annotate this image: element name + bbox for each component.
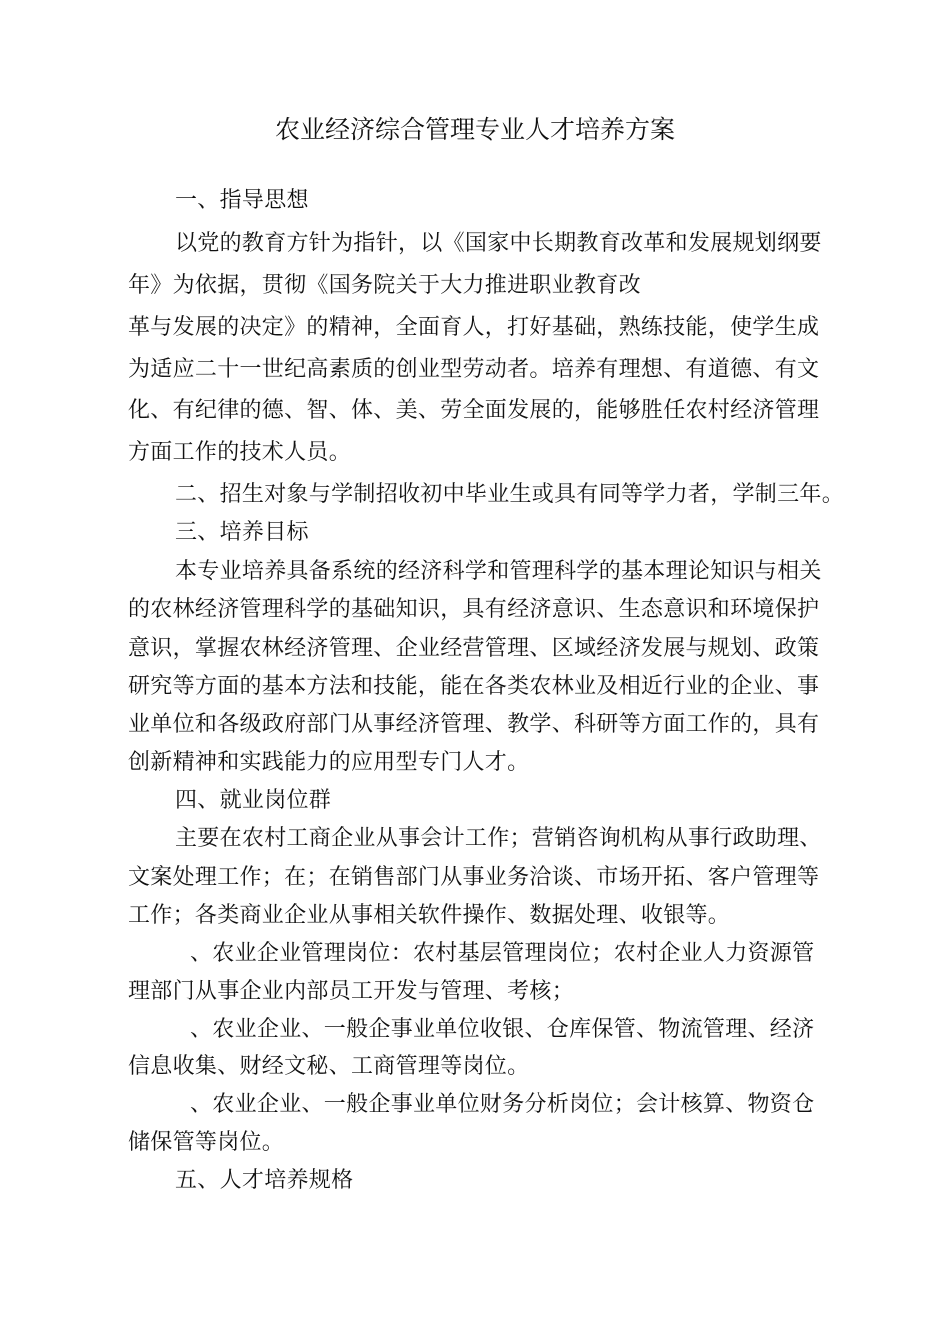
section-heading-guiding-ideology: 一、指导思想 <box>175 188 309 213</box>
paragraph-line: 化、有纪律的德、智、体、美、劳全面发展的，能够胜任农村经济管理 <box>128 398 820 423</box>
paragraph-line: 工作；各类商业企业从事相关软件操作、数据处理、收银等。 <box>128 903 731 928</box>
document-title: 农业经济综合管理专业人才培养方案 <box>274 115 675 144</box>
paragraph-line: 年》为依据，贯彻《国务院关于大力推进职业教育改 <box>128 273 641 298</box>
paragraph-line: 主要在农村工商企业从事会计工作；营销咨询机构从事行政助理、 <box>175 826 822 851</box>
paragraph-line: 文案处理工作；在；在销售部门从事业务洽谈、市场开拓、客户管理等 <box>128 865 820 890</box>
section-heading-enrollment: 二、招生对象与学制招收初中毕业生或具有同等学力者，学制三年。 <box>175 482 845 507</box>
paragraph-line: 、农业企业管理岗位：农村基层管理岗位；农村企业人力资源管 <box>190 941 815 966</box>
paragraph-line: 、农业企业、一般企事业单位收银、仓库保管、物流管理、经济 <box>190 1017 815 1042</box>
paragraph-line: 业单位和各级政府部门从事经济管理、教学、科研等方面工作的，具有 <box>128 712 820 737</box>
paragraph-line: 理部门从事企业内部员工开发与管理、考核； <box>128 979 575 1004</box>
section-heading-talent-specs: 五、人才培养规格 <box>175 1168 354 1193</box>
paragraph-line: 创新精神和实践能力的应用型专门人才。 <box>128 750 530 775</box>
paragraph-line: 、农业企业、一般企事业单位财务分析岗位；会计核算、物资仓 <box>190 1092 815 1117</box>
paragraph-line: 革与发展的决定》的精神，全面育人，打好基础，熟练技能，使学生成 <box>128 315 820 340</box>
paragraph-line: 方面工作的技术人员。 <box>128 440 352 465</box>
paragraph-line: 的农林经济管理科学的基础知识，具有经济意识、生态意识和环境保护 <box>128 597 820 622</box>
paragraph-line: 以党的教育方针为指针，以《国家中长期教育改革和发展规划纲要 <box>175 231 822 256</box>
section-heading-job-positions: 四、就业岗位群 <box>175 788 332 813</box>
paragraph-line: 研究等方面的基本方法和技能，能在各类农林业及相近行业的企业、事 <box>128 674 820 699</box>
paragraph-line: 意识，掌握农林经济管理、企业经营管理、区域经济发展与规划、政策 <box>128 636 820 661</box>
section-heading-training-goals: 三、培养目标 <box>175 520 309 545</box>
paragraph-line: 为适应二十一世纪高素质的创业型劳动者。培养有理想、有道德、有文 <box>128 357 820 382</box>
paragraph-line: 信息收集、财经文秘、工商管理等岗位。 <box>128 1054 530 1079</box>
paragraph-line: 储保管等岗位。 <box>128 1130 285 1155</box>
paragraph-line: 本专业培养具备系统的经济科学和管理科学的基本理论知识与相关 <box>175 559 822 584</box>
